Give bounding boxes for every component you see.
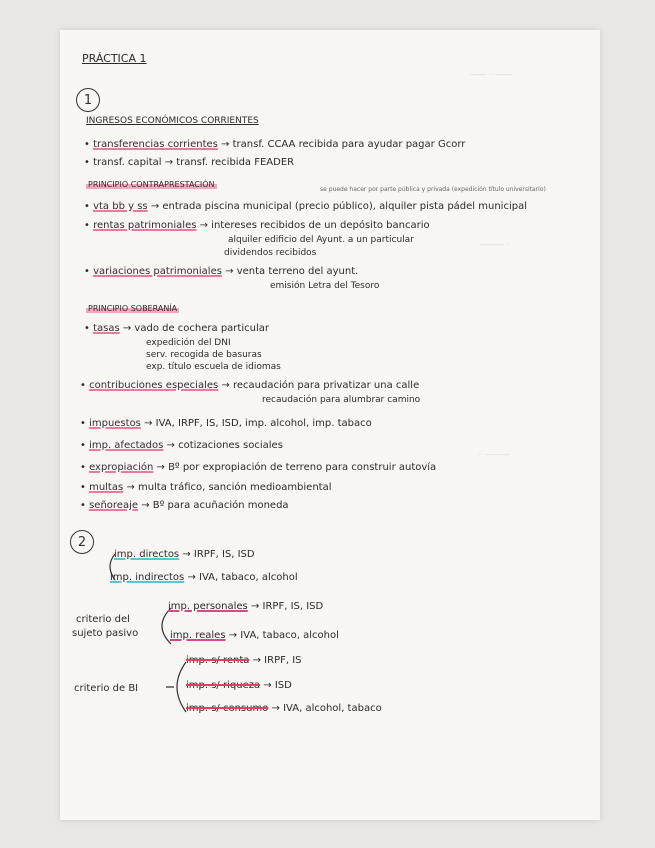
side-note: se puede hacer por parte pública y privada (expedición título universitario) xyxy=(320,186,546,193)
note-line: imp. reales → IVA, tabaco, alcohol xyxy=(170,630,339,641)
section-number-1: 1 xyxy=(76,88,100,112)
note-line: • transferencias corrientes → transf. CCAA recibida para ayudar pagar Gcorr xyxy=(84,139,466,150)
principle-heading: PRINCIPIO CONTRAPRESTACIÓN xyxy=(88,180,215,189)
section-heading: INGRESOS ECONÓMICOS CORRIENTES xyxy=(86,116,259,126)
principle-heading: PRINCIPIO SOBERANÍA xyxy=(88,304,178,313)
note-line: imp. directos → IRPF, IS, ISD xyxy=(114,549,255,560)
note-line: imp. s/ riqueza → ISD xyxy=(186,680,292,691)
note-line: • vta bb y ss → entrada piscina municipal (precio público), alquiler pista pádel municipal xyxy=(84,201,527,212)
note-line: • tasas → vado de cochera particular xyxy=(84,323,269,334)
note-line: • rentas patrimoniales → intereses recibidos de un depósito bancario xyxy=(84,220,430,231)
criterion-label: sujeto pasivo xyxy=(72,628,139,639)
note-line: imp. indirectos → IVA, tabaco, alcohol xyxy=(110,572,298,583)
criterion-label: criterio de BI xyxy=(74,683,139,694)
note-line: imp. s/ renta → IRPF, IS xyxy=(186,655,302,666)
note-line: serv. recogida de basuras xyxy=(146,350,262,360)
note-line: • variaciones patrimoniales → venta terreno del ayunt. xyxy=(84,266,359,277)
note-line: • expropiación → Bº por expropiación de terreno para construir autovía xyxy=(80,462,437,473)
bleed-through-mark: ·· ——— xyxy=(478,450,510,459)
section-number-2: 2 xyxy=(70,530,94,554)
page-title: PRÁCTICA 1 xyxy=(82,52,147,65)
note-line: • contribuciones especiales → recaudación para privatizar una calle xyxy=(80,380,420,391)
note-line: exp. título escuela de idiomas xyxy=(146,362,281,372)
note-line: expedición del DNI xyxy=(146,338,231,348)
bracket-line xyxy=(165,660,187,714)
note-line: dividendos recibidos xyxy=(224,248,317,258)
note-line: • imp. afectados → cotizaciones sociales xyxy=(80,440,283,451)
note-line: • señoreaje → Bº para acuñación moneda xyxy=(80,500,289,511)
bleed-through-mark: —— ·· —— xyxy=(470,70,513,79)
bleed-through-mark: ——— · xyxy=(480,240,510,249)
note-line: • impuestos → IVA, IRPF, IS, ISD, imp. alcohol, imp. tabaco xyxy=(80,418,372,429)
note-line: • multas → multa tráfico, sanción medioambiental xyxy=(80,482,332,493)
note-line: emisión Letra del Tesoro xyxy=(270,281,380,291)
bracket-line xyxy=(150,606,172,646)
criterion-label: criterio del xyxy=(76,614,130,625)
note-line: alquiler edificio del Ayunt. a un particular xyxy=(228,235,414,245)
note-line: recaudación para alumbrar camino xyxy=(262,395,421,405)
note-line: imp. s/ consumo → IVA, alcohol, tabaco xyxy=(186,703,382,714)
note-line: imp. personales → IRPF, IS, ISD xyxy=(168,601,324,612)
note-line: • transf. capital → transf. recibida FEADER xyxy=(84,157,295,168)
